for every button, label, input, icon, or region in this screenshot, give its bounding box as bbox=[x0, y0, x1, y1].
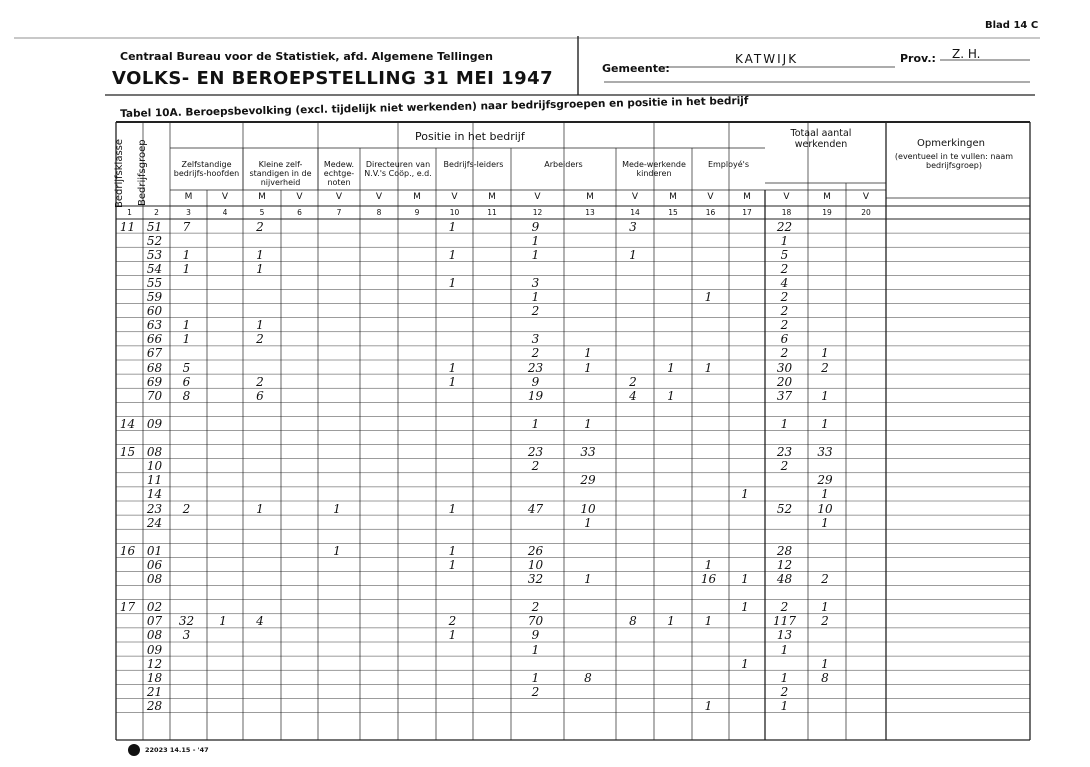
col-bedrijfsklasse: Bedrijfsklasse bbox=[114, 138, 125, 208]
table-cell: 33 bbox=[580, 445, 596, 460]
table-cell: 1 bbox=[448, 219, 457, 234]
table-cell: 9 bbox=[531, 628, 540, 643]
table-cell: 8 bbox=[584, 670, 592, 685]
column-number: 5 bbox=[259, 208, 265, 217]
mv-label: M bbox=[669, 192, 677, 202]
table-cell: 2 bbox=[780, 318, 789, 333]
table-cell: 13 bbox=[776, 628, 793, 643]
table-cell: 3 bbox=[531, 332, 540, 347]
column-number: 12 bbox=[532, 208, 543, 217]
column-number: 9 bbox=[414, 208, 420, 217]
table-cell: 1 bbox=[256, 261, 264, 276]
table-cell: 1 bbox=[704, 290, 713, 304]
table-cell: 2 bbox=[780, 684, 789, 699]
table-cell: 1 bbox=[219, 614, 227, 629]
mv-label: M bbox=[184, 192, 193, 202]
table-cell: 09 bbox=[146, 642, 163, 657]
table-cell: 1 bbox=[182, 247, 191, 262]
mv-label: V bbox=[534, 192, 541, 202]
table-cell: 23 bbox=[527, 360, 544, 375]
table-cell: 4 bbox=[780, 275, 789, 290]
group-header-6: Arbeiders bbox=[544, 160, 583, 169]
table-cell: 10 bbox=[580, 501, 596, 516]
column-number: 20 bbox=[861, 208, 871, 217]
table-cell: 21 bbox=[146, 684, 163, 699]
group-header-1: Zelfstandige bedrijfs-hoofden bbox=[173, 160, 240, 178]
table-cell: 23 bbox=[776, 445, 793, 460]
mv-label: V bbox=[631, 192, 639, 202]
table-cell: 1 bbox=[741, 487, 749, 502]
table-cell: 2 bbox=[256, 219, 264, 234]
gemeente-label: Gemeente: bbox=[602, 62, 670, 75]
table-cell: 1 bbox=[584, 572, 592, 586]
table-cell: 1 bbox=[780, 670, 789, 685]
table-cell: 30 bbox=[776, 360, 793, 375]
table-cell: 69 bbox=[146, 374, 163, 389]
table-cell: 08 bbox=[146, 628, 163, 643]
table-cell: 117 bbox=[773, 614, 796, 629]
table-cell: 1 bbox=[448, 628, 457, 643]
table-cell: 2 bbox=[531, 304, 540, 319]
table-cell: 1 bbox=[629, 247, 637, 262]
table-cell: 1 bbox=[741, 572, 749, 586]
table-cell: 9 bbox=[531, 374, 540, 389]
prov-label: Prov.: bbox=[900, 52, 936, 65]
table-cell: 70 bbox=[146, 388, 163, 403]
table-cell: 54 bbox=[146, 261, 163, 276]
positie-header: Positie in het bedrijf bbox=[415, 130, 525, 143]
table-cell: 15 bbox=[119, 445, 136, 460]
bureau-name: Centraal Bureau voor de Statistiek, afd. Algemene Tellingen bbox=[120, 50, 493, 63]
group-header-4: Directeuren van N.V.'s Coöp., e.d. bbox=[364, 160, 432, 178]
table-cell: 16 bbox=[119, 543, 136, 558]
table-cell: 1 bbox=[584, 515, 592, 530]
table-cell: 1 bbox=[584, 416, 592, 431]
mv-label: M bbox=[258, 192, 266, 202]
table-cell: 70 bbox=[527, 614, 544, 629]
table-cell: 1 bbox=[741, 600, 749, 615]
column-number: 14 bbox=[630, 208, 640, 217]
table-cell: 67 bbox=[146, 346, 163, 361]
table-cell: 2 bbox=[256, 332, 264, 347]
table-cell: 29 bbox=[580, 473, 596, 488]
table-cell: 5 bbox=[182, 360, 191, 375]
table-cell: 11 bbox=[119, 219, 136, 234]
prov-value: Z. H. bbox=[952, 47, 981, 61]
table-cell: 02 bbox=[146, 600, 163, 615]
group-header-7: Mede-werkende kinderen bbox=[622, 160, 686, 178]
table-cell: 11 bbox=[146, 473, 163, 488]
table-cell: 8 bbox=[182, 388, 191, 403]
column-number: 19 bbox=[822, 208, 832, 217]
table-cell: 28 bbox=[776, 543, 793, 558]
table-cell: 6 bbox=[182, 374, 191, 389]
table-caption: Tabel 10A. Beroepsbevolking (excl. tijdelijk niet werkenden) naar bedrijfsgroepen en positie in het bedrijf bbox=[120, 94, 749, 120]
table-cell: 1 bbox=[531, 670, 540, 685]
table-cell: 1 bbox=[256, 501, 264, 516]
table-cell: 1 bbox=[448, 360, 457, 375]
table-cell: 2 bbox=[821, 572, 829, 586]
table-cell: 1 bbox=[821, 515, 829, 530]
mv-label: V bbox=[375, 192, 383, 202]
table-cell: 3 bbox=[182, 628, 191, 643]
table-cell: 23 bbox=[527, 445, 544, 460]
column-number: 13 bbox=[585, 208, 595, 217]
table-cell: 2 bbox=[531, 346, 540, 361]
mv-label: V bbox=[707, 192, 714, 202]
table-cell: 1 bbox=[448, 501, 457, 516]
table-cell: 1 bbox=[256, 247, 264, 262]
table-cell: 3 bbox=[629, 219, 637, 234]
column-number: 6 bbox=[297, 208, 302, 217]
mv-label: M bbox=[488, 192, 496, 202]
table-cell: 2 bbox=[182, 501, 191, 516]
mv-label: V bbox=[862, 192, 870, 202]
table-cell: 68 bbox=[146, 360, 163, 375]
table-cell: 1 bbox=[448, 557, 457, 572]
column-number: 2 bbox=[154, 208, 159, 217]
table-cell: 1 bbox=[531, 233, 540, 248]
table-cell: 1 bbox=[821, 388, 829, 403]
table-cell: 2 bbox=[780, 459, 789, 474]
blad-suffix: C bbox=[1030, 20, 1039, 31]
table-cell: 14 bbox=[146, 487, 163, 502]
table-cell: 5 bbox=[780, 247, 789, 262]
table-cell: 24 bbox=[146, 515, 163, 530]
table-cell: 2 bbox=[821, 614, 829, 629]
table-cell: 60 bbox=[146, 304, 163, 319]
table-cell: 66 bbox=[146, 332, 163, 347]
table-cell: 52 bbox=[776, 501, 793, 516]
table-cell: 1 bbox=[821, 346, 829, 361]
cbs-logo bbox=[128, 744, 140, 756]
table-cell: 1 bbox=[182, 261, 191, 276]
blad-number: Blad 14 bbox=[985, 20, 1028, 31]
table-cell: 17 bbox=[119, 600, 136, 615]
column-number: 7 bbox=[336, 208, 342, 217]
table-cell: 28 bbox=[146, 698, 163, 713]
table-cell: 1 bbox=[821, 416, 829, 431]
table-cell: 09 bbox=[146, 416, 163, 431]
table-cell: 1 bbox=[531, 247, 540, 262]
table-cell: 33 bbox=[817, 445, 833, 460]
table-cell: 1 bbox=[256, 318, 264, 333]
table-cell: 59 bbox=[146, 290, 163, 304]
table-cell: 19 bbox=[527, 388, 544, 403]
table-cell: 2 bbox=[531, 600, 540, 615]
table-cell: 8 bbox=[821, 670, 829, 685]
column-number: 17 bbox=[742, 208, 752, 217]
table-cell: 29 bbox=[817, 473, 833, 488]
table-cell: 1 bbox=[531, 416, 540, 431]
table-cell: 2 bbox=[821, 360, 829, 375]
table-cell: 2 bbox=[780, 261, 789, 276]
table-cell: 7 bbox=[182, 219, 191, 234]
table-cell: 2 bbox=[629, 374, 637, 389]
table-cell: 23 bbox=[146, 501, 163, 516]
mv-label: V bbox=[335, 192, 343, 202]
column-number: 8 bbox=[376, 208, 382, 217]
group-header-3: Medew. echtge-noten bbox=[323, 160, 355, 187]
table-cell: 32 bbox=[527, 572, 544, 586]
table-cell: 53 bbox=[146, 247, 163, 262]
table-cell: 1 bbox=[780, 233, 789, 248]
table-cell: 18 bbox=[146, 670, 163, 685]
mv-label: V bbox=[451, 192, 458, 202]
table-cell: 1 bbox=[704, 557, 713, 572]
table-cell: 07 bbox=[146, 614, 163, 629]
table-cell: 14 bbox=[119, 416, 136, 431]
table-cell: 1 bbox=[531, 290, 540, 304]
table-cell: 1 bbox=[531, 642, 540, 657]
table-cell: 2 bbox=[256, 374, 264, 389]
table-cell: 4 bbox=[629, 388, 637, 403]
table-cell: 06 bbox=[146, 557, 163, 572]
table-cell: 10 bbox=[146, 459, 163, 474]
blad-label bbox=[985, 20, 1038, 31]
table-cell: 6 bbox=[256, 388, 264, 403]
table-cell: 32 bbox=[178, 614, 195, 629]
table-cell: 1 bbox=[704, 360, 713, 375]
column-number: 10 bbox=[449, 208, 460, 217]
table-cell: 1 bbox=[584, 360, 592, 375]
table-cell: 10 bbox=[527, 557, 544, 572]
mv-label: M bbox=[743, 192, 751, 202]
table-cell: 08 bbox=[146, 572, 163, 586]
table-cell: 1 bbox=[821, 487, 829, 502]
mv-label: M bbox=[413, 192, 421, 202]
table-cell: 1 bbox=[667, 614, 675, 629]
gemeente-value: KATWIJK bbox=[735, 52, 799, 66]
table-cell: 01 bbox=[146, 543, 163, 558]
table-cell: 2 bbox=[531, 684, 540, 699]
table-cell: 1 bbox=[780, 416, 789, 431]
table-cell: 37 bbox=[776, 388, 793, 403]
group-header-5: Bedrijfs-leiders bbox=[443, 160, 504, 169]
table-cell: 1 bbox=[448, 275, 457, 290]
table-cell: 1 bbox=[448, 247, 457, 262]
table-cell: 2 bbox=[780, 290, 789, 304]
group-header-8: Employé's bbox=[707, 160, 750, 169]
table-cell: 2 bbox=[531, 459, 540, 474]
table-cell: 1 bbox=[584, 346, 592, 361]
table-cell: 1 bbox=[333, 543, 341, 558]
table-cell: 63 bbox=[146, 318, 163, 333]
table-cell: 1 bbox=[821, 656, 829, 671]
table-cell: 1 bbox=[704, 614, 713, 629]
table-cell: 1 bbox=[182, 332, 191, 347]
table-cell: 1 bbox=[667, 388, 675, 403]
table-cell: 4 bbox=[256, 614, 264, 629]
table-cell: 12 bbox=[146, 656, 163, 671]
print-code: 22023 14.15 - '47 bbox=[145, 746, 209, 754]
mv-label: M bbox=[586, 192, 594, 202]
table-cell: 1 bbox=[821, 600, 829, 615]
table-cell: 2 bbox=[780, 600, 789, 615]
column-number: 1 bbox=[127, 208, 132, 217]
table-cell: 1 bbox=[741, 656, 749, 671]
mv-label: V bbox=[296, 192, 303, 202]
table-cell: 9 bbox=[531, 219, 540, 234]
table-cell: 1 bbox=[182, 318, 191, 333]
column-number: 16 bbox=[705, 208, 716, 217]
table-cell: 55 bbox=[146, 275, 163, 290]
table-cell: 52 bbox=[146, 233, 163, 248]
table-cell: 47 bbox=[527, 501, 544, 516]
table-cell: 2 bbox=[448, 614, 457, 629]
page-title: VOLKS- EN BEROEPSTELLING 31 MEI 1947 bbox=[112, 68, 554, 89]
column-number: 4 bbox=[222, 208, 228, 217]
table-cell: 1 bbox=[780, 698, 789, 713]
table-cell: 12 bbox=[776, 557, 793, 572]
table-cell: 1 bbox=[780, 642, 789, 657]
table-cell: 6 bbox=[780, 332, 789, 347]
table-cell: 1 bbox=[448, 374, 457, 389]
table-cell: 10 bbox=[817, 501, 833, 516]
table-cell: 2 bbox=[780, 346, 789, 361]
table-cell: 8 bbox=[629, 614, 637, 629]
table-cell: 16 bbox=[700, 572, 717, 586]
table-cell: 2 bbox=[780, 304, 789, 319]
table-cell: 1 bbox=[333, 501, 341, 516]
col-bedrijfsgroep: Bedrijfsgroep bbox=[137, 139, 148, 206]
table-cell: 26 bbox=[527, 543, 544, 558]
table-cell: 3 bbox=[531, 275, 540, 290]
opmerkingen-header: Opmerkingen bbox=[917, 138, 985, 149]
mv-label: M bbox=[823, 192, 831, 202]
column-number: 18 bbox=[781, 208, 792, 217]
table-cell: 20 bbox=[776, 374, 793, 389]
opmerkingen-sub: (eventueel in te vullen: naam bedrijfsgroep) bbox=[894, 152, 1014, 170]
mv-label: V bbox=[783, 192, 790, 202]
table-cell: 1 bbox=[667, 360, 675, 375]
column-number: 11 bbox=[487, 208, 497, 217]
table-cell: 1 bbox=[448, 543, 457, 558]
table-cell: 51 bbox=[146, 219, 163, 234]
table-cell: 48 bbox=[776, 572, 793, 586]
table-cell: 1 bbox=[704, 698, 713, 713]
group-header-2: Kleine zelf-standigen in de nijverheid bbox=[249, 160, 312, 187]
column-number: 3 bbox=[186, 208, 191, 217]
totaal-header: Totaal aantal werkenden bbox=[790, 128, 852, 150]
mv-label: V bbox=[221, 192, 229, 202]
column-number: 15 bbox=[668, 208, 678, 217]
table-cell: 22 bbox=[776, 219, 793, 234]
table-cell: 08 bbox=[146, 445, 163, 460]
